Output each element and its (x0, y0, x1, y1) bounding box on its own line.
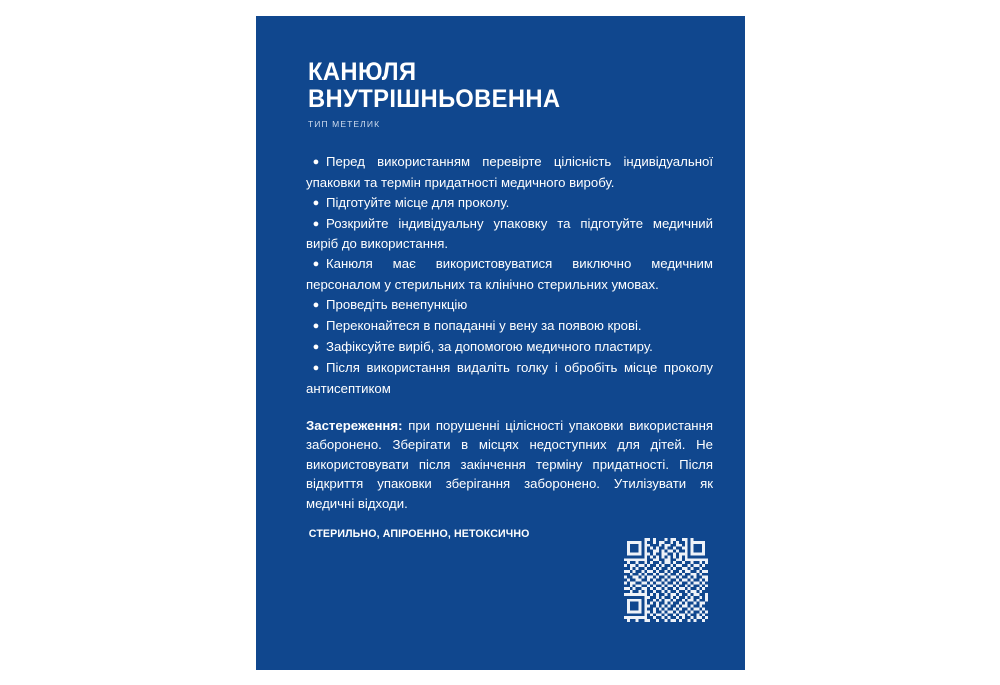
qr-code[interactable] (624, 538, 708, 622)
leaflet-panel (256, 16, 745, 670)
instruction-step (306, 316, 713, 337)
instructions-block (306, 152, 713, 540)
product-subtitle: ТИП МЕТЕЛИК (308, 119, 381, 129)
instruction-step (306, 193, 713, 214)
product-title-line-2: ВНУТРІШНЬОВЕННА (308, 85, 561, 113)
sterility-statement: СТЕРИЛЬНО, АПІРОЕННО, НЕТОКСИЧНО (308, 527, 530, 540)
bullet-icon: ● (312, 299, 320, 312)
instruction-step-text: Зафіксуйте виріб, за допомогою медичного пластиру. (326, 339, 653, 355)
instruction-step-text: Канюля має використовуватися виключно медичним персоналом у стерильних та клінічно стерильних умовах. (306, 256, 713, 293)
instruction-steps-list (306, 152, 713, 399)
instruction-step (306, 152, 713, 192)
bullet-icon: ● (312, 320, 320, 333)
warning-label: Застереження: (306, 417, 403, 433)
bullet-icon: ● (312, 196, 320, 209)
bullet-icon: ● (312, 258, 320, 271)
instruction-step (306, 254, 713, 294)
warning-paragraph (306, 416, 713, 514)
bullet-icon: ● (312, 341, 320, 354)
instruction-step (306, 295, 713, 316)
instruction-step-text: Проведіть венепункцію (326, 297, 468, 313)
instruction-step (306, 337, 713, 358)
instruction-step-text: Розкрийте індивідуальну упаковку та підготуйте медичний виріб до використання. (306, 215, 713, 252)
instruction-step-text: Перед використанням перевірте цілісність індивідуальної упаковки та термін придатності медичного виробу. (306, 154, 713, 190)
header (308, 60, 708, 129)
instruction-step-text: Після використання видаліть голку і обробіть місце проколу антисептиком (306, 360, 713, 397)
warning-text: при порушенні цілісності упаковки використання заборонено. Зберігати в місцях недоступних для дітей. Не використовувати після закінчення терміну придатності. Після відкриття упаковки зберігання заборонено. Утилізувати як медичні відходи. (306, 417, 713, 511)
bullet-icon: ● (312, 156, 320, 168)
instruction-step-text: Переконайтеся в попаданні у вену за появою крові. (326, 318, 642, 334)
instruction-step (306, 214, 713, 254)
instruction-step-text: Підготуйте місце для проколу. (326, 194, 510, 210)
product-title-line-1: КАНЮЛЯ (308, 58, 417, 86)
qr-code-canvas (624, 538, 708, 622)
bullet-icon: ● (312, 362, 320, 375)
instruction-step (306, 358, 713, 398)
bullet-icon: ● (312, 217, 320, 230)
